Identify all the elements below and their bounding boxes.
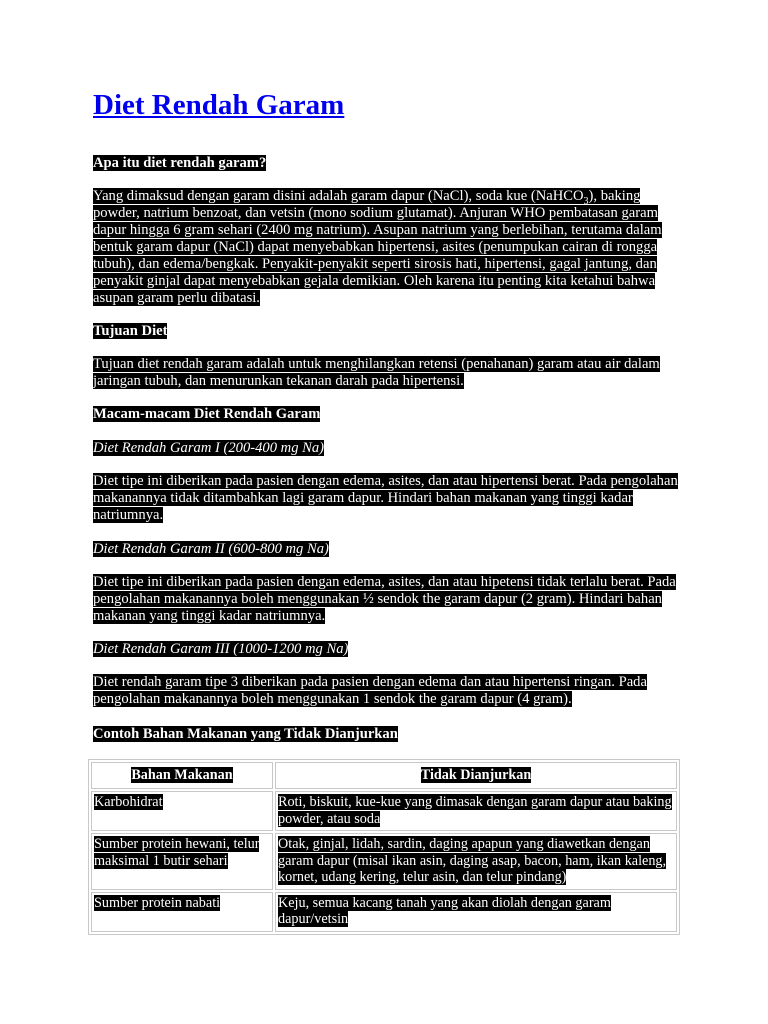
subheading-type-1: Diet Rendah Garam I (200-400 mg Na) bbox=[93, 440, 325, 456]
table-row bbox=[91, 833, 677, 890]
table-cell: Keju, semua kacang tanah yang akan diolah dengan garam dapur/vetsin bbox=[275, 892, 677, 932]
table-cell: Sumber protein nabati bbox=[91, 892, 273, 932]
table-header-cell: Tidak Dianjurkan bbox=[275, 762, 677, 789]
paragraph-goal: Tujuan diet rendah garam adalah untuk menghilangkan retensi (penahanan) garam atau air dalam jaringan tubuh, dan menurunkan tekanan darah pada hipertensi. bbox=[93, 356, 660, 389]
table-cell: Karbohidrat bbox=[91, 791, 273, 831]
section-heading-goal: Tujuan Diet bbox=[93, 323, 168, 339]
page-title-link[interactable]: Diet Rendah Garam bbox=[93, 89, 345, 121]
section-heading-types: Macam-macam Diet Rendah Garam bbox=[93, 406, 321, 422]
subheading-type-3: Diet Rendah Garam III (1000-1200 mg Na) bbox=[93, 641, 349, 657]
section-heading-examples: Contoh Bahan Makanan yang Tidak Dianjurkan bbox=[93, 726, 398, 742]
paragraph-type-2: Diet tipe ini diberikan pada pasien dengan edema, asites, dan atau hipetensi tidak terlalu berat. Pada pengolahan makanannya boleh menggunakan ½ sendok the garam dapur (2 gram). Hindari bahan makanan yang tinggi kadar natriumnya. bbox=[93, 574, 676, 624]
paragraph-definition: Yang dimaksud dengan garam disini adalah garam dapur (NaCl), soda kue (NaHCO$_3$), baking powder, natrium benzoat, dan vetsin (mono sodium glutamat). Anjuran WHO pembatasan garam dapur hingga 6 gram sehari (2400 mg natrium). Asupan natrium yang berlebihan, terutama dalam bentuk garam dapur (NaCl) dapat menyebabkan hipertensi, asites (penumpukan cairan di rongga tubuh), dan edema/bengkak. Penyakit-penyakit seperti sirosis hati, hipertensi, gagal jantung, dan penyakit ginjal dapat menyebabkan gejala demikian. Oleh karena itu penting kita ketahui bahwa asupan garam perlu dibatasi. bbox=[93, 188, 662, 306]
table-cell: Sumber protein hewani, telur maksimal 1 butir sehari bbox=[91, 833, 273, 890]
table-row bbox=[91, 892, 677, 932]
table-cell: Roti, biskuit, kue-kue yang dimasak dengan garam dapur atau baking powder, atau soda bbox=[275, 791, 677, 831]
table-header-row bbox=[91, 762, 677, 789]
food-table bbox=[88, 759, 680, 935]
table-cell: Otak, ginjal, lidah, sardin, daging apapun yang diawetkan dengan garam dapur (misal ikan asin, daging asap, bacon, ham, ikan kaleng, kornet, udang kering, telur asin, dan telur pindang) bbox=[275, 833, 677, 890]
paragraph-type-1: Diet tipe ini diberikan pada pasien dengan edema, asites, dan atau hipertensi berat. Pada pengolahan makanannya tidak ditambahkan lagi garam dapur. Hindari bahan makanan yang tinggi kadar natriumnya. bbox=[93, 473, 678, 523]
paragraph-type-3: Diet rendah garam tipe 3 diberikan pada pasien dengan edema dan atau hipertensi ringan. Pada pengolahan makanannya boleh menggunakan 1 sendok the garam dapur (4 gram). bbox=[93, 674, 647, 707]
section-heading-what-is: Apa itu diet rendah garam? bbox=[93, 155, 267, 171]
subheading-type-2: Diet Rendah Garam II (600-800 mg Na) bbox=[93, 541, 329, 557]
table-header-cell: Bahan Makanan bbox=[91, 762, 273, 789]
table-row bbox=[91, 791, 677, 831]
